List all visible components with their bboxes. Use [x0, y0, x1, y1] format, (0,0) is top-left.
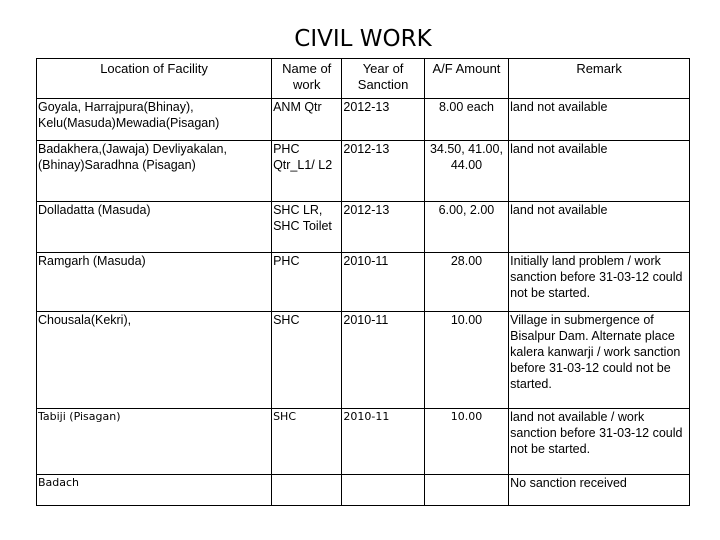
cell-remark: No sanction received [509, 475, 690, 506]
cell-work: SHC LR, SHC Toilet [272, 202, 342, 253]
cell-amount: 34.50, 41.00, 44.00 [424, 141, 508, 202]
table-row [37, 202, 690, 253]
table-row [37, 475, 690, 506]
cell-year: 2010-11 [342, 409, 424, 475]
header-location: Location of Facility [37, 59, 272, 99]
cell-work: ANM Qtr [272, 99, 342, 141]
cell-amount: 6.00, 2.00 [424, 202, 508, 253]
cell-work [272, 475, 342, 506]
table-row [37, 312, 690, 409]
header-af-amount: A/F Amount [424, 59, 508, 99]
cell-location: Dolladatta (Masuda) [37, 202, 272, 253]
cell-remark: Initially land problem / work sanction before 31-03-12 could not be started. [509, 253, 690, 312]
cell-remark: land not available / work sanction before 31-03-12 could not be started. [509, 409, 690, 475]
cell-year [342, 475, 424, 506]
cell-year: 2010-11 [342, 253, 424, 312]
cell-year: 2012-13 [342, 99, 424, 141]
cell-work: SHC [272, 312, 342, 409]
header-year-of-sanction: Year of Sanction [342, 59, 424, 99]
cell-remark: Village in submergence of Bisalpur Dam. Alternate place kalera kanwarji / work sanction before 31-03-12 could not be started. [509, 312, 690, 409]
cell-location: Goyala, Harrajpura(Bhinay), Kelu(Masuda)Mewadia(Pisagan) [37, 99, 272, 141]
cell-location: Ramgarh (Masuda) [37, 253, 272, 312]
cell-year: 2010-11 [342, 312, 424, 409]
cell-location: Tabiji (Pisagan) [37, 409, 272, 475]
header-name-of-work: Name of work [272, 59, 342, 99]
cell-amount: 10.00 [424, 312, 508, 409]
cell-remark: land not available [509, 202, 690, 253]
cell-year: 2012-13 [342, 202, 424, 253]
table-row [37, 409, 690, 475]
cell-amount: 28.00 [424, 253, 508, 312]
table-row [37, 141, 690, 202]
cell-location: Chousala(Kekri), [37, 312, 272, 409]
cell-remark: land not available [509, 141, 690, 202]
cell-work: PHC Qtr_L1/ L2 [272, 141, 342, 202]
cell-amount [424, 475, 508, 506]
page-title: CIVIL WORK [294, 26, 432, 52]
table-row [37, 253, 690, 312]
cell-work: SHC [272, 409, 342, 475]
table-row [37, 99, 690, 141]
cell-amount: 10.00 [424, 409, 508, 475]
cell-work: PHC [272, 253, 342, 312]
cell-location: Badach [37, 475, 272, 506]
cell-year: 2012-13 [342, 141, 424, 202]
cell-location: Badakhera,(Jawaja) Devliyakalan,(Bhinay)Saradhna (Pisagan) [37, 141, 272, 202]
civil-work-table [36, 58, 690, 506]
cell-amount: 8.00 each [424, 99, 508, 141]
table-header-row [37, 59, 690, 99]
cell-remark: land not available [509, 99, 690, 141]
header-remark: Remark [509, 59, 690, 99]
